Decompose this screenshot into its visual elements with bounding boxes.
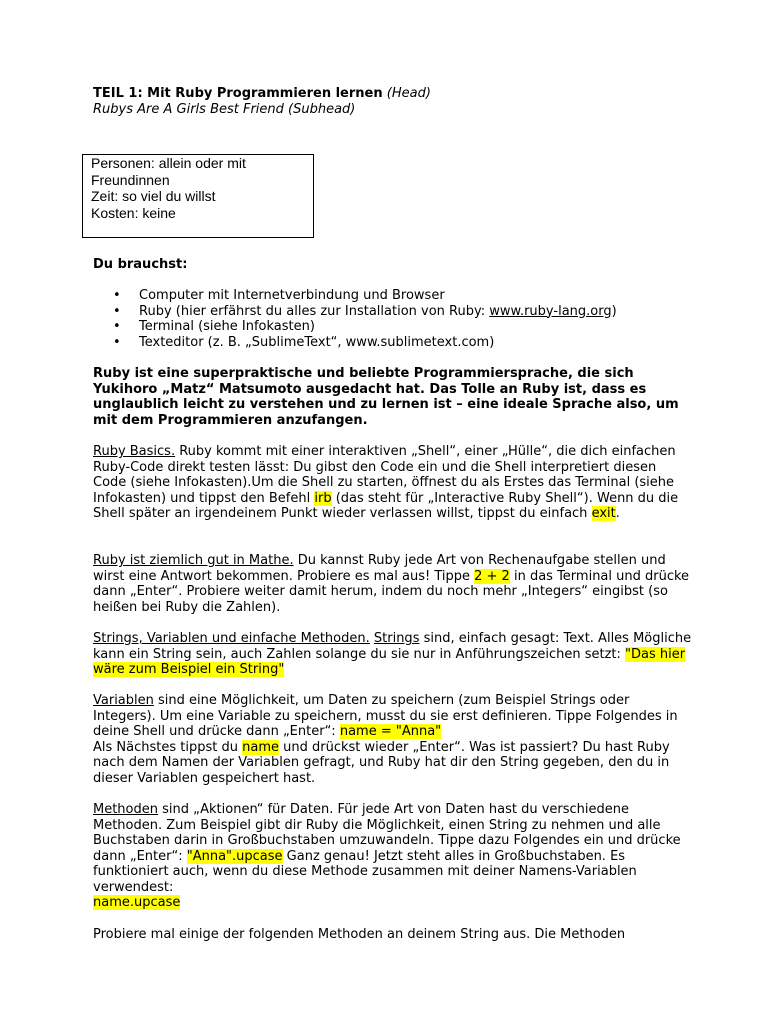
needs-heading: Du brauchst: xyxy=(93,257,188,272)
math-paragraph xyxy=(93,553,693,615)
variables-heading: Variablen xyxy=(93,693,154,708)
intro-paragraph: Ruby ist eine superpraktische und beliebte Programmiersprache, die sich Yukihoro „Matz“ Matsumoto ausgedacht hat. Das Tolle an Ruby ist, dass es unglaublich leicht zu verstehen und zu lernen ist – eine ideale Sprache also, um mit dem Programmieren anzufangen. xyxy=(93,366,679,428)
methods-line xyxy=(93,895,693,911)
variables-line xyxy=(93,693,693,740)
code-sum: 2 + 2 xyxy=(474,568,510,584)
strings-paragraph xyxy=(93,631,693,678)
methods-text: Ganz genau! Jetzt steht alles in Großbuchstaben. Es funktioniert auch, wenn du diese Methode zusammen mit deiner Namens-Variablen verwendest: xyxy=(93,848,637,895)
page-header xyxy=(93,86,693,117)
title-note: (Head) xyxy=(386,86,431,101)
list-item-text: Ruby (hier erfährst du alles zur Installation von Ruby: xyxy=(139,303,490,319)
code-exit: exit xyxy=(591,506,616,521)
title-text: TEIL 1: Mit Ruby Programmieren lernen xyxy=(93,86,383,101)
list-item xyxy=(93,319,693,335)
ruby-lang-link[interactable]: www.ruby-lang.org xyxy=(489,303,612,319)
strings-heading: Strings, Variablen und einfache Methoden. xyxy=(93,631,370,646)
basics-text: (das steht für „Interactive Ruby Shell“). Wenn du die Shell später an irgendeinem Punkt wieder verlassen willst, tippst du einfach xyxy=(93,490,679,521)
methods-text: sind „Aktionen“ für Daten. Für jede Art von Daten hast du verschiedene Methoden. Zum Beispiel gibt dir Ruby die Möglichkeit, einen String zu nehmen und alle Buchstaben darin in Großbuchstaben umzuwandeln. Tippe dazu Folgendes ein und drücke dann „Enter“: xyxy=(93,802,681,864)
variables-paragraph xyxy=(93,693,693,786)
math-text: in das Terminal und drücke dann „Enter“. Probiere weiter damit herum, indem du noch mehr „Integers“ eingibst (so heißen bei Ruby die Zahlen). xyxy=(93,568,690,615)
code-upcase: "Anna".upcase xyxy=(186,848,283,864)
methods-line xyxy=(93,802,693,895)
math-text: Du kannst Ruby jede Art von Rechenaufgabe stellen und wirst eine Antwort bekommen. Probiere es mal aus! Tippe xyxy=(93,553,666,584)
code-name-assign: name = "Anna" xyxy=(339,724,442,739)
info-box-line: Freundinnen xyxy=(91,171,170,188)
info-box xyxy=(82,154,314,238)
variables-line xyxy=(93,740,693,787)
strings-subheading: Strings xyxy=(373,631,420,646)
info-box-line: Personen: allein oder mit xyxy=(91,155,246,171)
list-item-text: Computer mit Internetverbindung und Browser xyxy=(139,288,445,303)
info-box-line: Kosten: keine xyxy=(91,204,176,221)
variables-text: sind eine Möglichkeit, um Daten zu speichern (zum Beispiel Strings oder Integers). Um eine Variable zu speichern, musst du sie erst definieren. Tippe Folgendes in deine Shell und drücke dann „Enter“: xyxy=(93,693,678,739)
basics-text: Ruby kommt mit einer interaktiven „Shell“, einer „Hülle“, die dich einfachen Ruby-Code direkt testen lässt: Du gibst den Code ein und die Shell interpretiert diesen Code (siehe Infokasten).Um die Shell zu starten, öffnest du als Erstes das Terminal (siehe Infokasten) und tippst den Befehl xyxy=(93,444,676,506)
list-item-text: Texteditor (z. B. „SublimeText“, www.sublimetext.com) xyxy=(139,334,495,350)
basics-heading: Ruby Basics. xyxy=(93,444,176,459)
basics-text: . xyxy=(615,506,620,521)
closing-paragraph: Probiere mal einige der folgenden Methoden an deinem String aus. Die Methoden xyxy=(93,927,626,942)
variables-text: und drückst wieder „Enter“. Was ist passiert? Du hast Ruby nach dem Namen der Variablen gefragt, und Ruby hat dir den String gegeben, den du in dieser Variablen gespeichert hast. xyxy=(93,739,670,786)
page-title xyxy=(93,86,693,102)
needs-list xyxy=(93,288,693,350)
list-item xyxy=(93,335,693,351)
list-item-text: Terminal (siehe Infokasten) xyxy=(139,319,315,334)
list-item xyxy=(93,288,693,304)
math-heading: Ruby ist ziemlich gut in Mathe. xyxy=(93,553,294,568)
code-name-upcase: name.upcase xyxy=(93,895,181,910)
code-irb: irb xyxy=(314,490,332,506)
list-item xyxy=(93,304,693,320)
variables-text: Als Nächstes tippst du xyxy=(93,739,243,755)
page-subtitle: Rubys Are A Girls Best Friend (Subhead) xyxy=(93,101,356,117)
basics-paragraph xyxy=(93,444,693,522)
code-name: name xyxy=(242,739,279,755)
info-box-line: Zeit: so viel du willst xyxy=(91,188,216,204)
code-string-example: "Das hier wäre zum Beispiel ein String" xyxy=(93,646,686,677)
list-item-suffix: ) xyxy=(611,303,617,319)
methods-paragraph xyxy=(93,802,693,911)
methods-heading: Methoden xyxy=(93,802,158,817)
strings-text: sind, einfach gesagt: Text. Alles Mögliche kann ein String sein, auch Zahlen solange du sie nur in Anführungszeichen setzt: xyxy=(93,631,692,662)
